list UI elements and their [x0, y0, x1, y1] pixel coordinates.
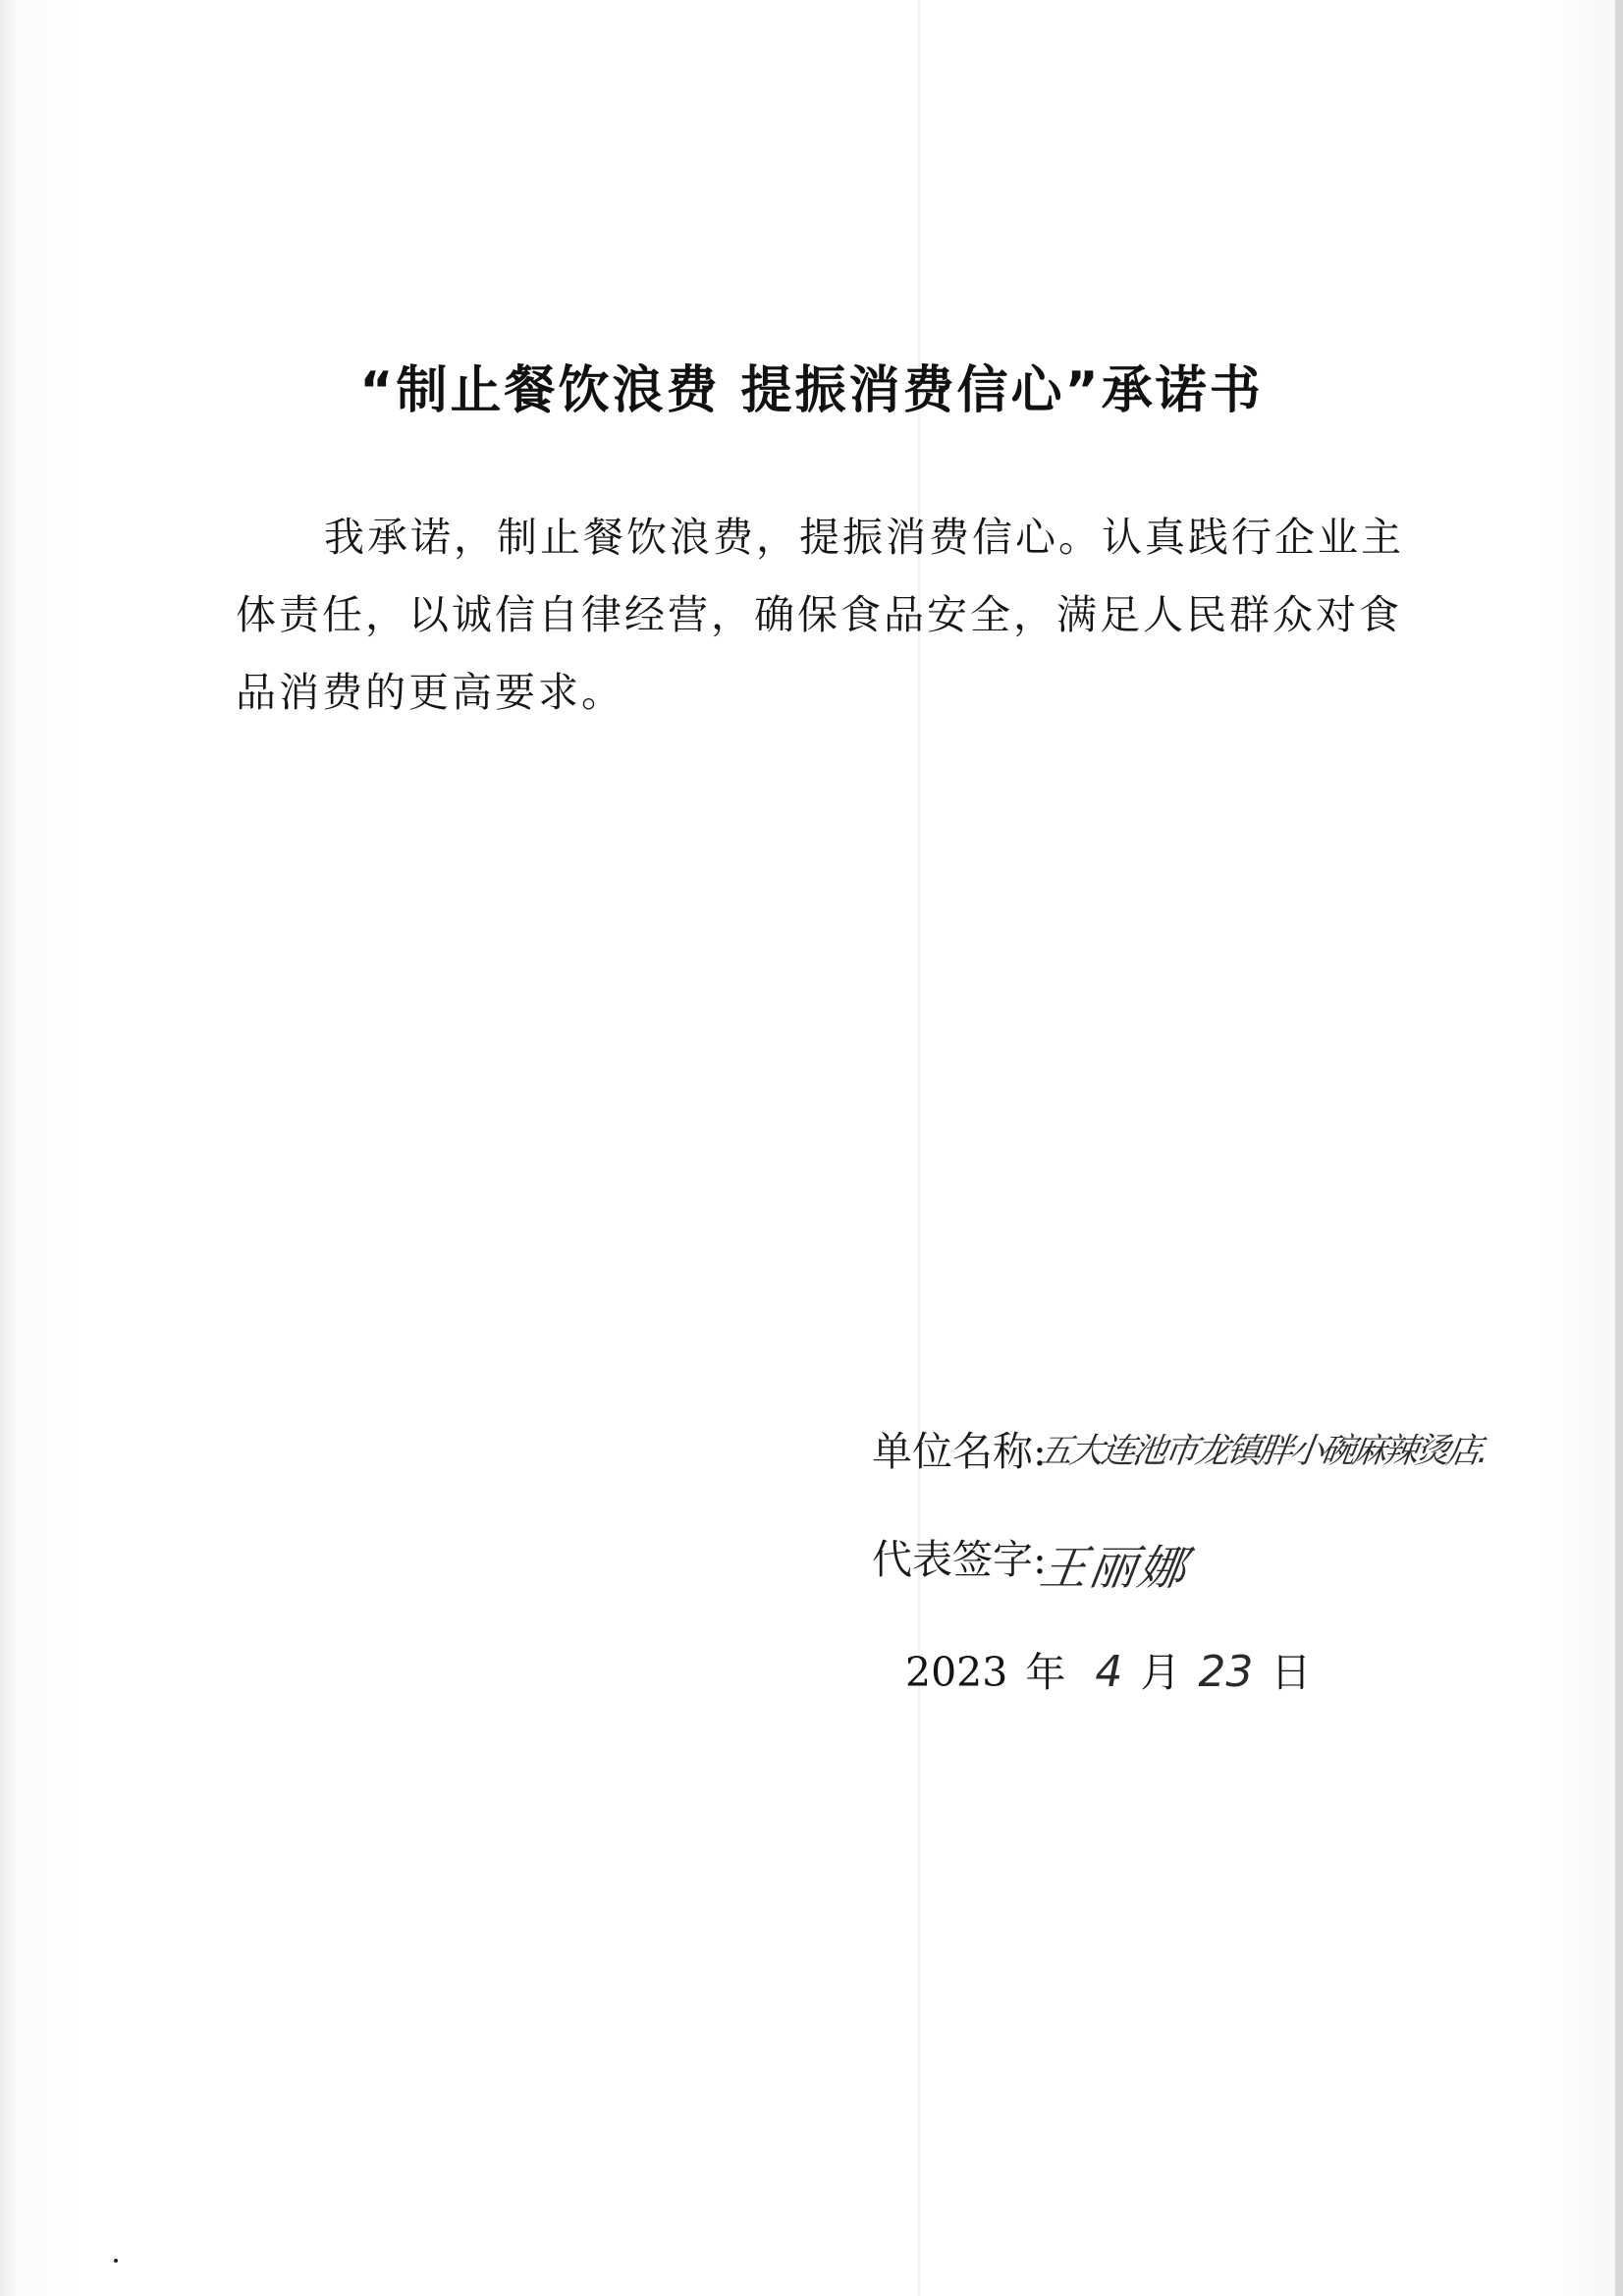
scan-speck [114, 2259, 118, 2263]
scan-left-edge-shadow [0, 0, 20, 2296]
commitment-paragraph [236, 499, 1443, 732]
representative-signature-label: 代表签字: [872, 1536, 1047, 1583]
unit-name-label: 单位名称: [872, 1428, 1047, 1475]
date-year: 2023 [905, 1649, 1008, 1696]
representative-signature: 王丽娜 [1036, 1541, 1192, 1596]
date-day: 23 [1198, 1647, 1254, 1697]
document-title: “制止餐饮浪费 提振消费信心”承诺书 [359, 361, 1264, 420]
date-month-unit: 月 [1140, 1649, 1181, 1696]
commitment-text: 我承诺，制止餐饮浪费，提振消费信心。认真践行企业主体责任，以诚信自律经营，确保食品安全，满足人民群众对食品消费的更高要求。 [236, 514, 1404, 716]
date-year-unit: 年 [1025, 1649, 1066, 1696]
scan-right-edge-shadow [1615, 0, 1623, 2296]
unit-name-handwritten-value: 五大连池市龙镇胖小碗麻辣烫店. [1035, 1432, 1489, 1471]
date-day-unit: 日 [1271, 1649, 1312, 1696]
signing-date [905, 1640, 1311, 1698]
date-month: 4 [1095, 1647, 1123, 1697]
paper-fold-line [918, 0, 920, 2296]
